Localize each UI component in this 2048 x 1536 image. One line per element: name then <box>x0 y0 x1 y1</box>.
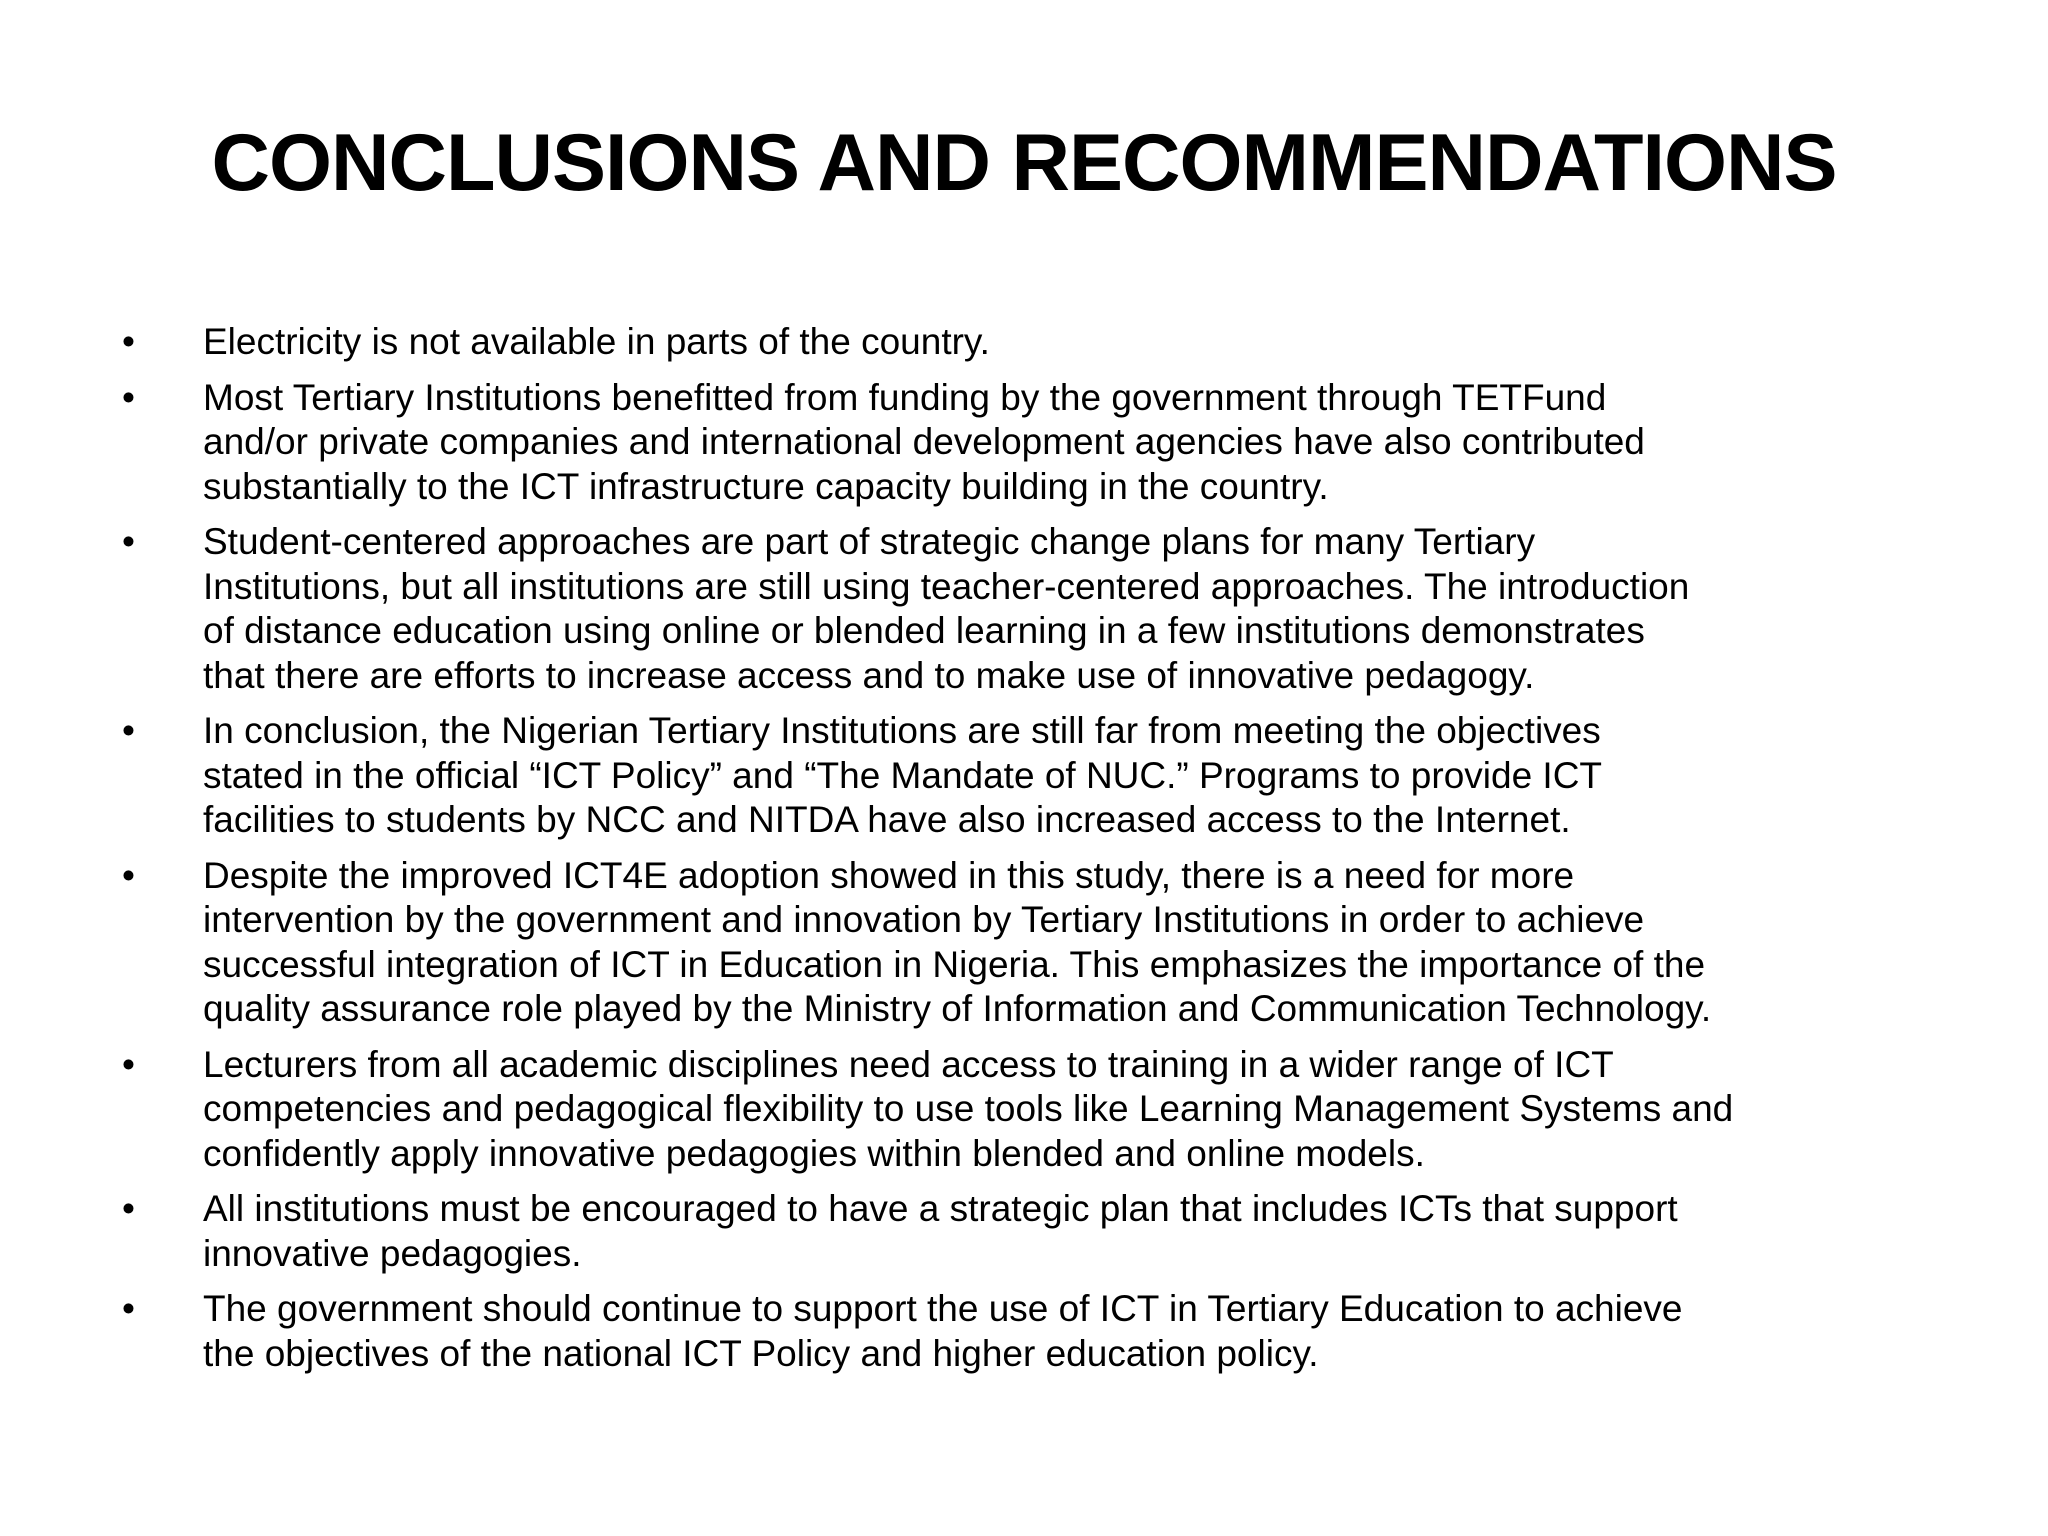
bullet-item <box>0 320 2048 365</box>
bullet-icon: • <box>122 376 135 418</box>
slide-title: CONCLUSIONS AND RECOMMENDATIONS <box>211 118 1837 208</box>
bullet-text: Student-centered approaches are part of strategic change plans for many Tertiary Institutions, but all institutions are still using teacher-centered approaches. The introduction of distance education using online or blended learning in a few institutions demonstrates that there are efforts to increase access and to make use of innovative pedagogy. <box>203 521 1690 696</box>
bullet-text: In conclusion, the Nigerian Tertiary Institutions are still far from meeting the objectives stated in the official “ICT Policy” and “The Mandate of NUC.” Programs to provide ICT facilities to students by NCC and NITDA have also increased access to the Internet. <box>203 710 1603 840</box>
bullet-item <box>0 709 2048 843</box>
bullet-icon: • <box>122 854 135 896</box>
bullet-item <box>0 1187 2048 1276</box>
bullet-item <box>0 854 2048 1032</box>
bullet-text: Despite the improved ICT4E adoption showed in this study, there is a need for more intervention by the government and innovation by Tertiary Institutions in order to achieve successful integration of ICT in Education in Nigeria. This emphasizes the importance of the quality assurance role played by the Ministry of Information and Communication Technology. <box>203 854 1712 1029</box>
bullet-icon: • <box>122 710 135 751</box>
bullet-text: Lecturers from all academic disciplines need access to training in a wider range of ICT competencies and pedagogical flexibility to use tools like Learning Management Systems and confidently apply innovative pedagogies within blended and online models. <box>203 1043 1734 1174</box>
bullet-item <box>0 376 2048 510</box>
bullet-list <box>0 320 2048 1387</box>
bullet-icon: • <box>122 1043 135 1085</box>
bullet-text: The government should continue to support the use of ICT in Tertiary Education to achieve the objectives of the national ICT Policy and higher education policy. <box>203 1288 1683 1374</box>
bullet-text: Electricity is not available in parts of the country. <box>203 321 990 362</box>
bullet-text: All institutions must be encouraged to have a strategic plan that includes ICTs that support innovative pedagogies. <box>203 1188 1678 1274</box>
bullet-icon: • <box>122 1288 135 1329</box>
bullet-icon: • <box>122 1188 135 1229</box>
bullet-item <box>0 1287 2048 1376</box>
bullet-icon: • <box>122 521 135 562</box>
bullet-item <box>0 1043 2048 1177</box>
bullet-icon: • <box>122 321 135 362</box>
bullet-text: Most Tertiary Institutions benefitted from funding by the government through TETFund and/or private companies and international development agencies have also contributed substantially to the ICT infrastructure capacity building in the country. <box>203 376 1645 507</box>
bullet-item <box>0 520 2048 698</box>
